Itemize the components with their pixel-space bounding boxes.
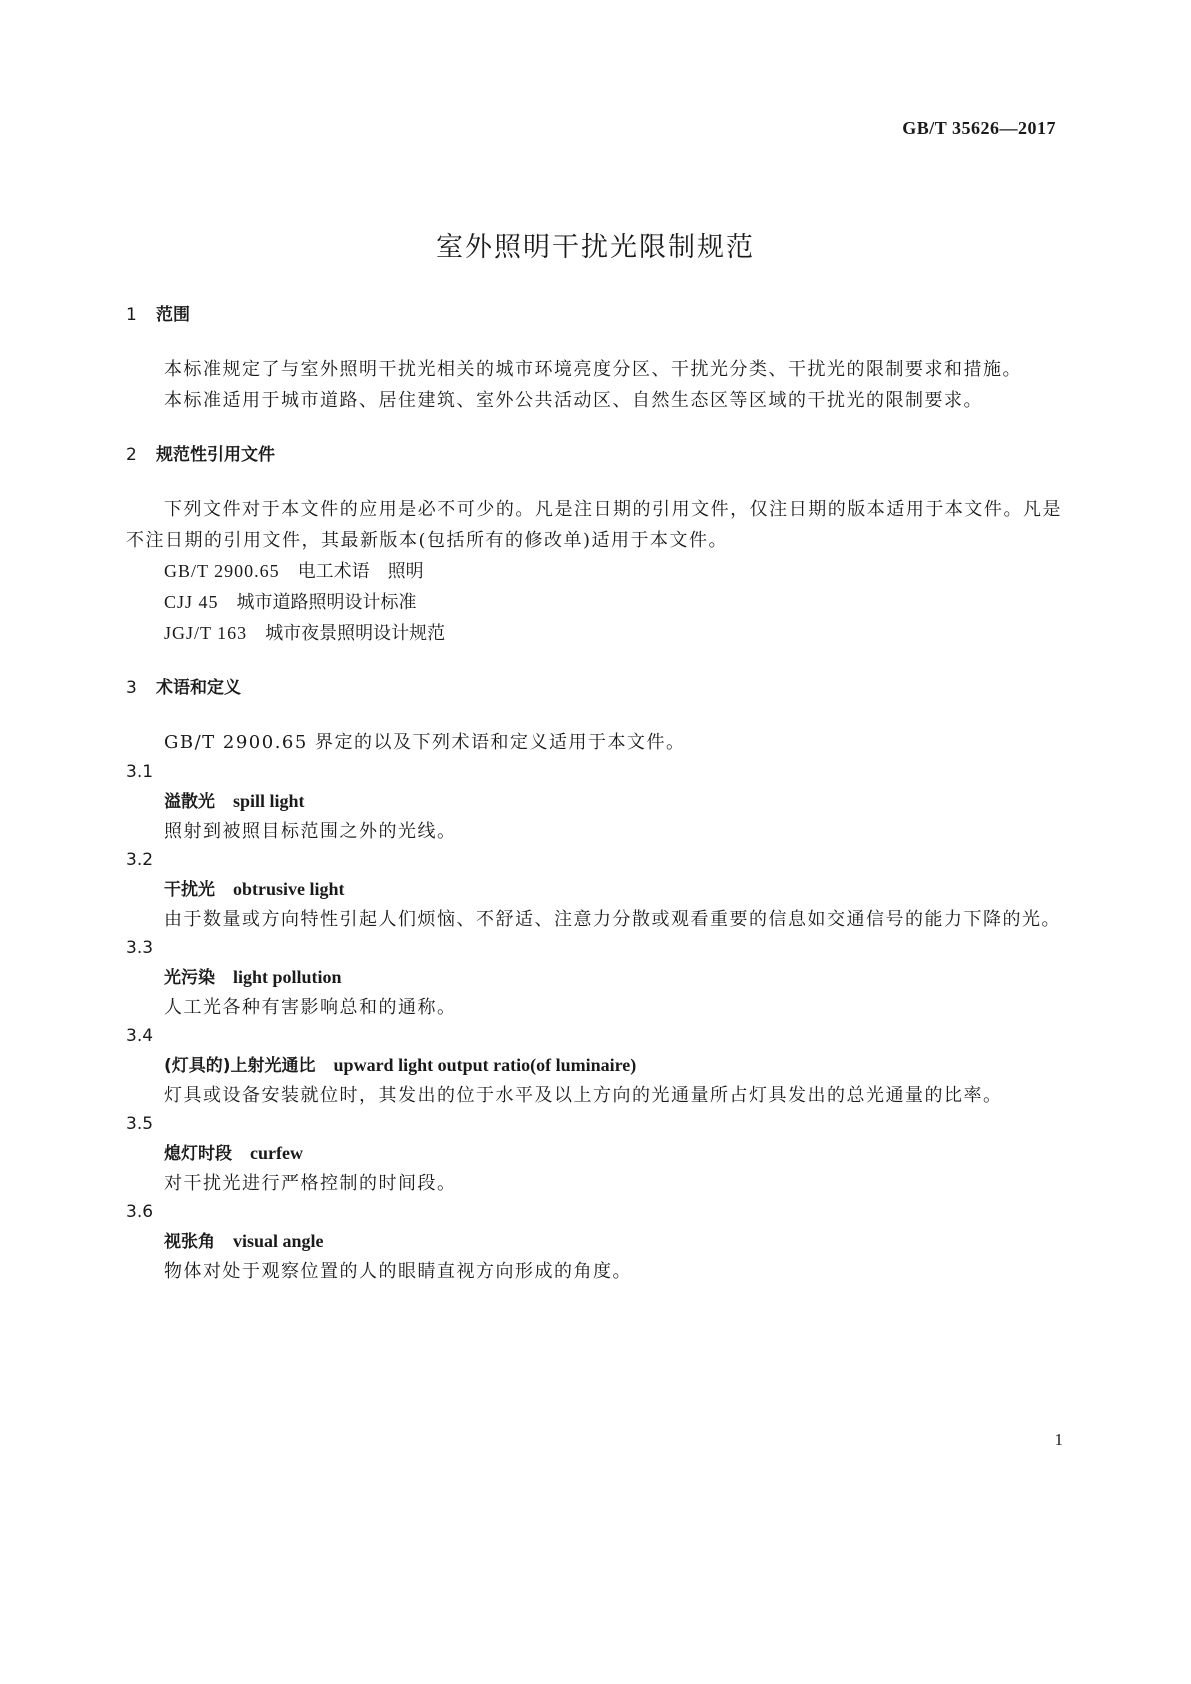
term-english: spill light — [233, 791, 305, 811]
reference-code: GB/T 2900.65 — [164, 561, 280, 581]
term-english: curfew — [250, 1143, 303, 1163]
reference-code: JGJ/T 163 — [164, 623, 248, 643]
reference-name: 城市夜景照明设计规范 — [265, 623, 446, 644]
term-title — [126, 1051, 1062, 1081]
page-number: 1 — [1054, 1430, 1063, 1449]
term-number: 3.3 — [126, 938, 154, 958]
section-3 — [126, 673, 1062, 1286]
paragraph: 本标准规定了与室外照明干扰光相关的城市环境亮度分区、干扰光分类、干扰光的限制要求和措施。 — [164, 359, 1022, 380]
term-definition: 人工光各种有害影响总和的通称。 — [164, 997, 457, 1018]
section-title: 规范性引用文件 — [156, 445, 275, 465]
section-heading — [126, 300, 1062, 330]
section-heading — [126, 440, 1062, 470]
reference-item — [126, 556, 1062, 587]
term-definition: 照射到被照目标范围之外的光线。 — [164, 821, 457, 842]
section-number: 1 — [126, 305, 137, 325]
section-1 — [126, 300, 1062, 416]
term-entry — [126, 934, 1062, 1022]
term-definition: 对干扰光进行严格控制的时间段。 — [164, 1173, 457, 1194]
term-english: upward light output ratio(of luminaire) — [333, 1055, 637, 1075]
term-english: light pollution — [233, 967, 342, 987]
section-number: 3 — [126, 678, 137, 698]
term-chinese: 溢散光 — [164, 792, 215, 812]
reference-item — [126, 587, 1062, 618]
paragraph: 本标准适用于城市道路、居住建筑、室外公共活动区、自然生态区等区域的干扰光的限制要求。 — [164, 390, 983, 411]
reference-name: 电工术语 照明 — [297, 561, 424, 582]
term-chinese: 熄灯时段 — [164, 1144, 232, 1164]
term-entry — [126, 846, 1062, 934]
term-chinese: (灯具的)上射光通比 — [164, 1056, 316, 1076]
term-entry — [126, 758, 1062, 846]
document-title: 室外照明干扰光限制规范 — [436, 232, 755, 263]
reference-name: 城市道路照明设计标准 — [236, 592, 417, 613]
term-number: 3.6 — [126, 1202, 154, 1222]
term-definition: 物体对处于观察位置的人的眼睛直视方向形成的角度。 — [164, 1261, 632, 1282]
section-heading — [126, 673, 1062, 703]
standard-code: GB/T 35626—2017 — [902, 118, 1056, 138]
term-number: 3.2 — [126, 850, 154, 870]
term-definition: 灯具或设备安装就位时，其发出的位于水平及以上方向的光通量所占灯具发出的总光通量的比率。 — [164, 1085, 1003, 1106]
term-english: visual angle — [233, 1231, 324, 1251]
term-number: 3.4 — [126, 1026, 154, 1046]
section-number: 2 — [126, 445, 137, 465]
term-english: obtrusive light — [233, 879, 345, 899]
paragraph: GB/T 2900.65 界定的以及下列术语和定义适用于本文件。 — [164, 732, 686, 753]
section-title: 术语和定义 — [156, 678, 241, 698]
paragraph: 下列文件对于本文件的应用是必不可少的。凡是注日期的引用文件，仅注日期的版本适用于本文件。凡是不注日期的引用文件，其最新版本(包括所有的修改单)适用于本文件。 — [126, 499, 1062, 551]
reference-item — [126, 618, 1062, 649]
term-chinese: 视张角 — [164, 1232, 215, 1252]
term-title — [126, 787, 1062, 817]
term-number: 3.1 — [126, 762, 154, 782]
section-title: 范围 — [156, 305, 190, 325]
term-title — [126, 875, 1062, 905]
document-body — [126, 300, 1062, 1286]
term-title — [126, 963, 1062, 993]
term-entry — [126, 1198, 1062, 1286]
term-number: 3.5 — [126, 1114, 154, 1134]
reference-code: CJJ 45 — [164, 592, 219, 612]
term-entry — [126, 1022, 1062, 1110]
term-title — [126, 1139, 1062, 1169]
term-chinese: 干扰光 — [164, 880, 215, 900]
term-definition: 由于数量或方向特性引起人们烦恼、不舒适、注意力分散或观看重要的信息如交通信号的能力下降的光。 — [164, 909, 1061, 930]
term-entry — [126, 1110, 1062, 1198]
term-chinese: 光污染 — [164, 968, 215, 988]
term-title — [126, 1227, 1062, 1257]
section-2 — [126, 440, 1062, 649]
